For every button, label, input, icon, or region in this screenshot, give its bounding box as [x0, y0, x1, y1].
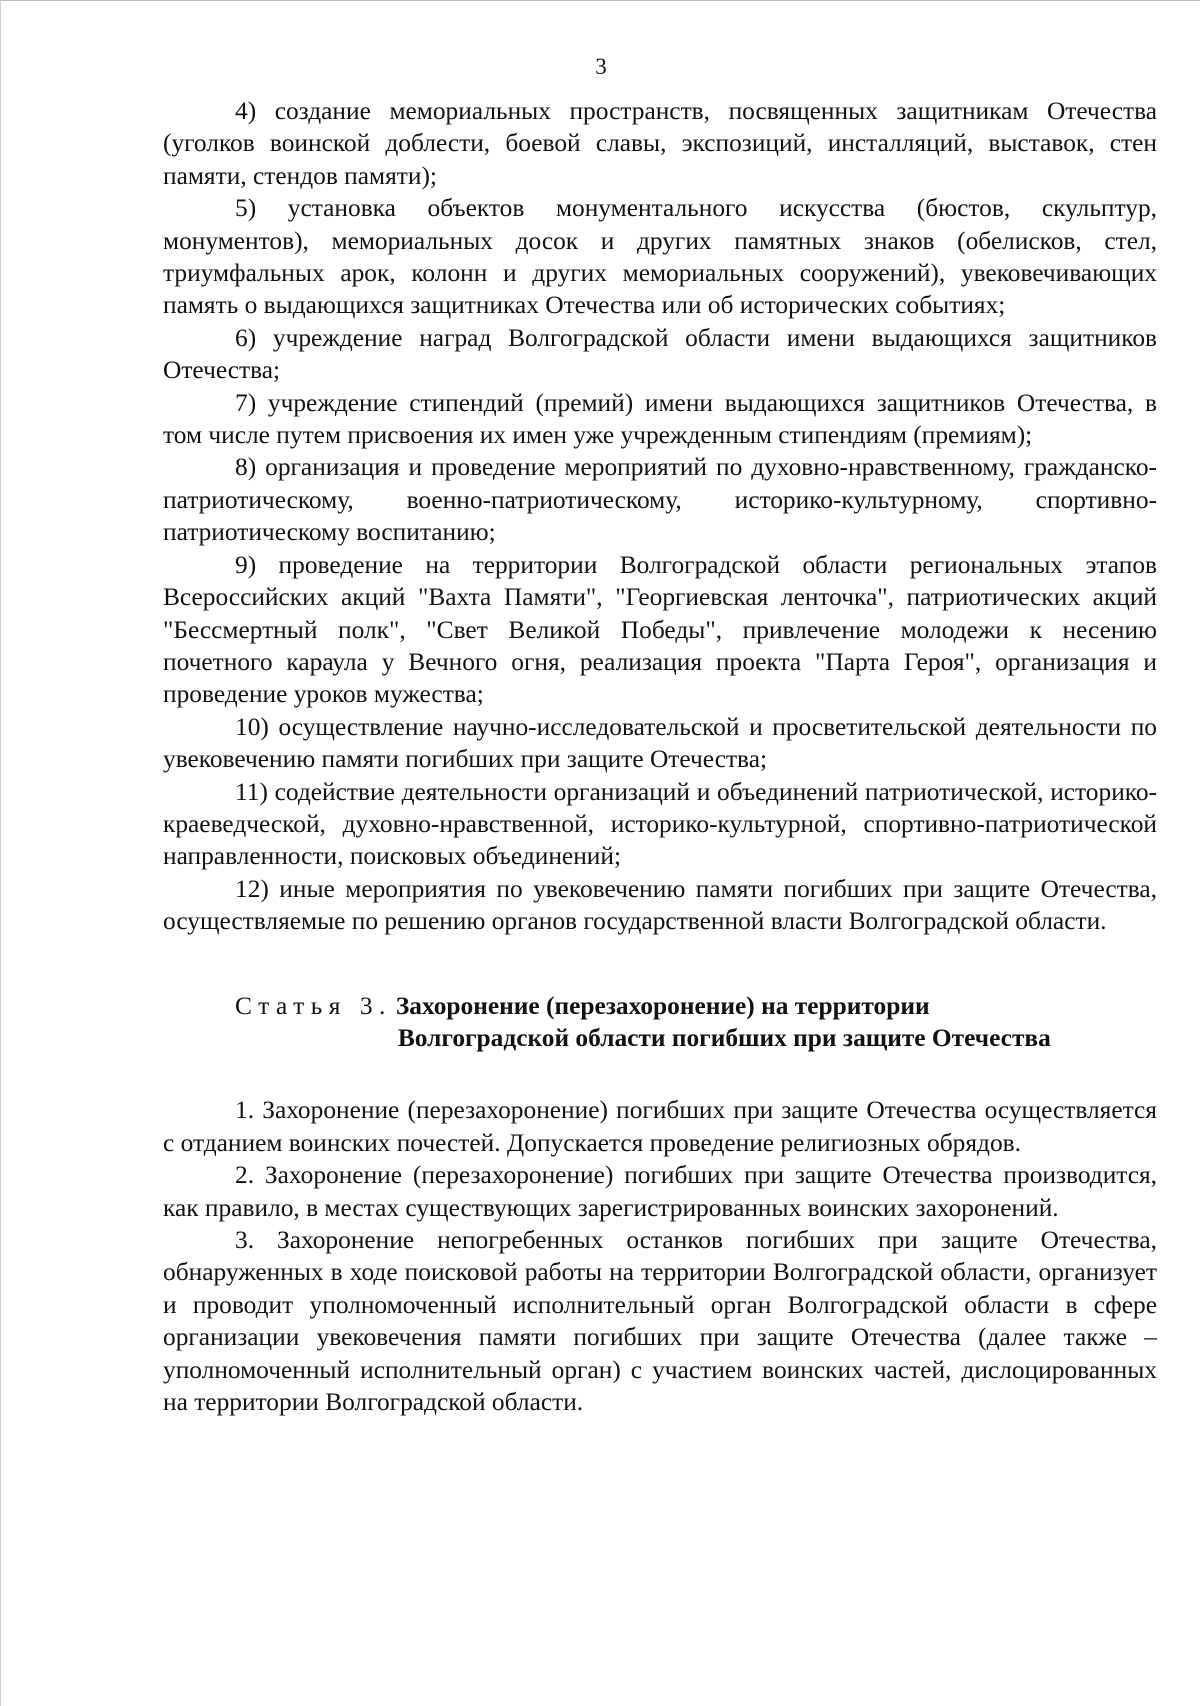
list-item-7: 7) учреждение стипендий (премий) имени выдающихся защитников Отечества, в том числе путем присвоения их имен уже учрежденным стипендиям (премиям); — [163, 388, 1157, 450]
article-paragraph-1: 1. Захоронение (перезахоронение) погибших при защите Отечества осуществляется с отданием воинских почестей. Допускается проведение религиозных обрядов. — [163, 1096, 1157, 1157]
page-number: 3 — [595, 54, 607, 79]
document-body — [163, 95, 1157, 1418]
list-item-6: 6) учреждение наград Волгоградской области имени выдающихся защитников Отечества; — [163, 323, 1157, 385]
measures-list — [163, 95, 1157, 938]
list-item-9: 9) проведение на территории Волгоградской области региональных этапов Всероссийских акций "Вахта Памяти", "Георгиевская ленточка", патриотических акций "Бессмертный полк", "Свет Великой Победы", привлечение молодежи к несению почетного караула у Вечного огня, реализация проекта "Парта Героя", организация и проведение уроков мужества; — [163, 550, 1157, 709]
article-body — [163, 1094, 1157, 1418]
article-title-line-1: Захоронение (перезахоронение) на территории — [395, 991, 930, 1020]
article-title — [392, 990, 1116, 1055]
list-item-5: 5) установка объектов монументального искусства (бюстов, скульптур, монументов), мемориальных досок и других памятных знаков (обелисков, стел, триумфальных арок, колонн и других мемориальных сооружений), увековечивающих память о выдающихся защитниках Отечества или об исторических событиях; — [163, 194, 1157, 320]
article-label: Статья 3. — [235, 991, 392, 1020]
list-item-10: 10) осуществление научно-исследовательской и просветительской деятельности по увековечению памяти погибших при защите Отечества; — [163, 712, 1157, 774]
article-paragraph-2: 2. Захоронение (перезахоронение) погибших при защите Отечества производится, как правило, в местах существующих зарегистрированных воинских захоронений. — [163, 1161, 1157, 1222]
article-heading — [163, 990, 1157, 1055]
article-title-line-2: Волгоградской области погибших при защите Отечества — [397, 1023, 1051, 1052]
article-paragraph-3: 3. Захоронение непогребенных останков погибших при защите Отечества, обнаруженных в ходе поисковой работы на территории Волгоградской области, организует и проводит уполномоченный исполнительный орган Волгоградской области в сфере организации увековечения памяти погибших при защите Отечества (далее также – уполномоченный исполнительный орган) с участием воинских частей, дислоцированных на территории Волгоградской области. — [163, 1226, 1157, 1417]
list-item-4: 4) создание мемориальных пространств, посвященных защитникам Отечества (уголков воинской доблести, боевой славы, экспозиций, инсталляций, выставок, стен памяти, стендов памяти); — [163, 97, 1157, 190]
list-item-11: 11) содействие деятельности организаций и объединений патриотической, историко-краеведческой, духовно-нравственной, историко-культурной, спортивно-патриотической направленности, поисковых объединений; — [163, 777, 1157, 871]
list-item-8: 8) организация и проведение мероприятий по духовно-нравственному, гражданско-патриотическому, военно-патриотическому, историко-культурному, спортивно-патриотическому воспитанию; — [163, 453, 1157, 547]
list-item-12: 12) иные мероприятия по увековечению памяти погибших при защите Отечества, осуществляемые по решению органов государственной власти Волгоградской области. — [163, 874, 1157, 936]
